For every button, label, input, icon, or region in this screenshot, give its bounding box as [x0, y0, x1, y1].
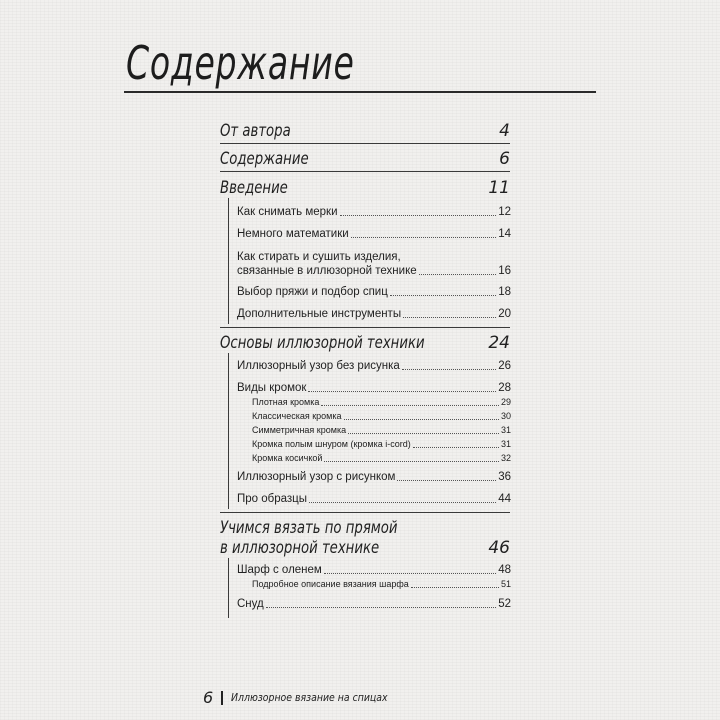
- toc-item-page: 18: [498, 286, 511, 298]
- toc-section-title: Введение: [220, 178, 288, 198]
- toc-item-page: 36: [498, 471, 511, 483]
- toc-subitem-title: Симметричная кромка: [252, 425, 347, 435]
- toc-item-page: 44: [498, 493, 511, 505]
- page-footer: [203, 688, 415, 707]
- toc-subitem-page: 29: [500, 397, 511, 407]
- toc-item-title: Виды кромок: [237, 382, 307, 394]
- toc-item: [237, 359, 511, 373]
- toc-subitem-title: Кромка косичкой: [252, 453, 323, 463]
- toc-item-title: Шарф с оленем: [237, 564, 322, 576]
- toc-subitem: [252, 453, 511, 464]
- section-divider: [220, 171, 510, 172]
- dot-leader: [397, 480, 496, 481]
- dot-leader: [324, 573, 496, 574]
- toc-subitem: [252, 425, 511, 436]
- toc-item: [237, 492, 511, 506]
- toc-item-page: 12: [498, 206, 511, 218]
- dot-leader: [419, 274, 497, 275]
- toc-item-title: Про образцы: [237, 493, 308, 505]
- footer-page-number: 6: [203, 688, 214, 707]
- toc-item-page: 48: [498, 564, 511, 576]
- toc-section-title: От автора: [220, 121, 291, 141]
- toc-subitem-page: 32: [500, 453, 511, 463]
- dot-leader: [321, 405, 499, 406]
- toc-subitem-title: Подробное описание вязания шарфа: [252, 579, 409, 589]
- section-divider: [220, 512, 510, 513]
- toc-section-page: 11: [488, 178, 510, 198]
- toc-item: [237, 205, 511, 219]
- toc-subitem: [252, 411, 511, 422]
- dot-leader: [413, 447, 499, 448]
- page-title: Содержание: [126, 36, 355, 90]
- toc-item: [237, 307, 511, 321]
- dot-leader: [403, 317, 496, 318]
- toc-subitem-page: 30: [500, 411, 511, 421]
- toc-item: [237, 248, 511, 278]
- toc-item-title: Как стирать и сушить изделия,: [237, 251, 401, 263]
- toc-section-title: Основы иллюзорной техники: [220, 333, 425, 353]
- section-vertical-line: [228, 558, 229, 618]
- toc-item-title: Как снимать мерки: [237, 206, 338, 218]
- toc-item-title: Немного математики: [237, 228, 349, 240]
- toc-section-page: 24: [488, 333, 510, 353]
- toc-item: [237, 563, 511, 577]
- footer-book-title: Иллюзорное вязание на спицах: [231, 691, 388, 704]
- section-divider: [220, 143, 510, 144]
- toc-subitem: [252, 397, 511, 408]
- dot-leader: [348, 433, 499, 434]
- toc-section-page: 46: [488, 538, 510, 558]
- toc-item-page: 16: [498, 265, 511, 277]
- toc-item-page: 20: [498, 308, 511, 320]
- footer-separator: [221, 691, 223, 705]
- toc-item: [237, 470, 511, 484]
- toc-section-page: 6: [499, 149, 510, 169]
- dot-leader: [308, 391, 496, 392]
- toc-subitem: [252, 579, 511, 590]
- dot-leader: [266, 607, 496, 608]
- toc-item-page: 14: [498, 228, 511, 240]
- toc-subitem-page: 31: [500, 439, 511, 449]
- toc-item-title: связанные в иллюзорной технике: [237, 265, 417, 277]
- toc-subitem: [252, 439, 511, 450]
- toc-subitem-title: Классическая кромка: [252, 411, 342, 421]
- toc-item-page: 28: [498, 382, 511, 394]
- section-vertical-line: [228, 353, 229, 509]
- dot-leader: [340, 215, 497, 216]
- toc-item: [237, 597, 511, 611]
- toc-section-title: Учимся вязать по прямой: [220, 518, 398, 538]
- toc-subitem-page: 31: [500, 425, 511, 435]
- toc-item: [237, 381, 511, 395]
- dot-leader: [411, 587, 499, 588]
- toc-item-title: Иллюзорный узор с рисунком: [237, 471, 396, 483]
- toc-item-page: 52: [498, 598, 511, 610]
- section-divider: [220, 327, 510, 328]
- dot-leader: [390, 295, 496, 296]
- toc-item-page: 26: [498, 360, 511, 372]
- toc-item: [237, 285, 511, 299]
- toc-section-title: Содержание: [220, 149, 309, 169]
- toc-item: [237, 227, 511, 241]
- toc-subitem-title: Плотная кромка: [252, 397, 320, 407]
- toc-subitem-title: Кромка полым шнуром (кромка i-cord): [252, 439, 411, 449]
- toc-section-title: в иллюзорной технике: [220, 538, 380, 558]
- section-vertical-line: [228, 198, 229, 324]
- dot-leader: [402, 369, 496, 370]
- dot-leader: [309, 502, 496, 503]
- toc-item-title: Выбор пряжи и подбор спиц: [237, 286, 388, 298]
- toc-item-title: Снуд: [237, 598, 264, 610]
- dot-leader: [351, 237, 497, 238]
- toc-subitem-page: 51: [500, 579, 511, 589]
- dot-leader: [344, 419, 499, 420]
- dot-leader: [324, 461, 499, 462]
- toc-section-page: 4: [499, 121, 510, 141]
- toc-item-title: Дополнительные инструменты: [237, 308, 402, 320]
- toc-item-title: Иллюзорный узор без рисунка: [237, 360, 400, 372]
